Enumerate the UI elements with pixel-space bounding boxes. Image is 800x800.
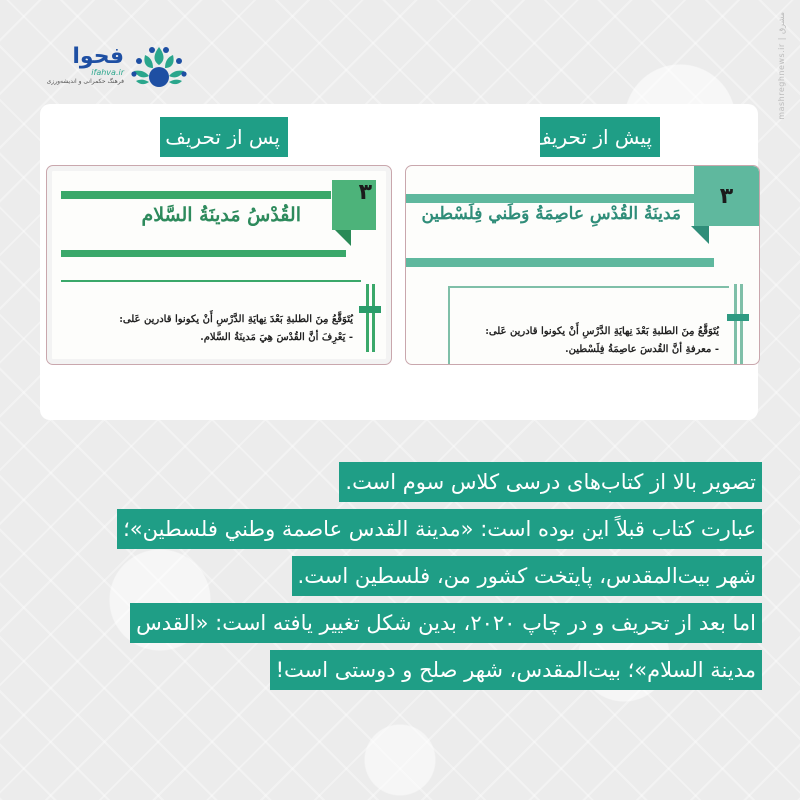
brand-name: فحوا	[72, 44, 124, 69]
title-ribbon-top	[406, 194, 699, 203]
caption-text	[22, 462, 762, 690]
caption-line-2: عبارت کتاب قبلاً این بوده است: «مدینة القدس عاصمة وطني فلسطين»؛	[117, 509, 762, 549]
brand-tagline: فرهنگ حکمرانی و اندیشه‌ورزی	[46, 78, 124, 85]
lesson-number-tab	[332, 180, 376, 230]
lesson-number: ٣	[719, 183, 734, 209]
frame-side-bar	[734, 284, 737, 364]
book-page-before	[405, 165, 760, 365]
frame-side-bar-2	[740, 284, 743, 364]
brand-domain: ifahva.ir	[91, 68, 124, 77]
ribbon-fold	[691, 226, 709, 244]
objective-bullet: - يَعْرِفَ أنَّ القُدْسَ هِيَ مَدينَةُ السَّلام.	[200, 332, 353, 343]
lesson-number-tab	[694, 166, 759, 226]
lesson-title: القُدْسُ مَدينَةُ السَّلام	[141, 204, 301, 226]
objective-line: يُتَوَقَّعُ مِنَ الطلبةِ بَعْدَ نِهايَةِ الدَّرْسِ أَنْ يكونوا قادرين عَلى:	[485, 326, 719, 337]
lesson-number: ٣	[358, 180, 372, 205]
frame-side-tab	[359, 306, 381, 313]
lesson-title: مَدينَةُ القُدْسِ عاصِمَةُ وَطَني فِلَسْطين	[421, 204, 681, 224]
label-after-distortion: پس از تحریف	[160, 117, 288, 157]
caption-line-1: تصویر بالا از کتاب‌های درسی کلاس سوم است.	[339, 462, 762, 502]
objectives-top-line	[61, 280, 361, 282]
objective-bullet: - معرفةِ أنَّ القُدسَ عاصِمَةُ فِلَسْطين.	[565, 344, 719, 355]
lotus-logo-icon	[130, 41, 188, 91]
frame-side-tab	[727, 314, 749, 321]
brand-logo	[44, 40, 194, 92]
caption-line-4: اما بعد از تحریف و در چاپ ۲۰۲۰، بدین شکل تغییر یافته است: «القدس	[130, 603, 762, 643]
frame-side-bar	[366, 284, 369, 352]
source-watermark: mashreghnews.ir | مشرق	[777, 12, 786, 120]
book-page-after	[46, 165, 392, 365]
caption-line-5: مدینة السلام»؛ بیت‌المقدس، شهر صلح و دوستی است!	[270, 650, 762, 690]
title-ribbon-top	[61, 191, 331, 199]
frame-side-bar-2	[372, 284, 375, 352]
objective-line: يُتَوَقَّعُ مِنَ الطلبةِ بَعْدَ نِهايَةِ الدَّرْسِ أَنْ يكونوا قادرين عَلى:	[119, 314, 353, 325]
title-ribbon-bottom	[61, 250, 346, 257]
label-before-distortion: پیش از تحریف	[540, 117, 660, 157]
caption-line-3: شهر بیت‌المقدس، پایتخت کشور من، فلسطین است.	[292, 556, 762, 596]
ribbon-fold	[335, 230, 351, 246]
brand-text	[44, 46, 124, 86]
title-ribbon-bottom	[406, 258, 714, 267]
